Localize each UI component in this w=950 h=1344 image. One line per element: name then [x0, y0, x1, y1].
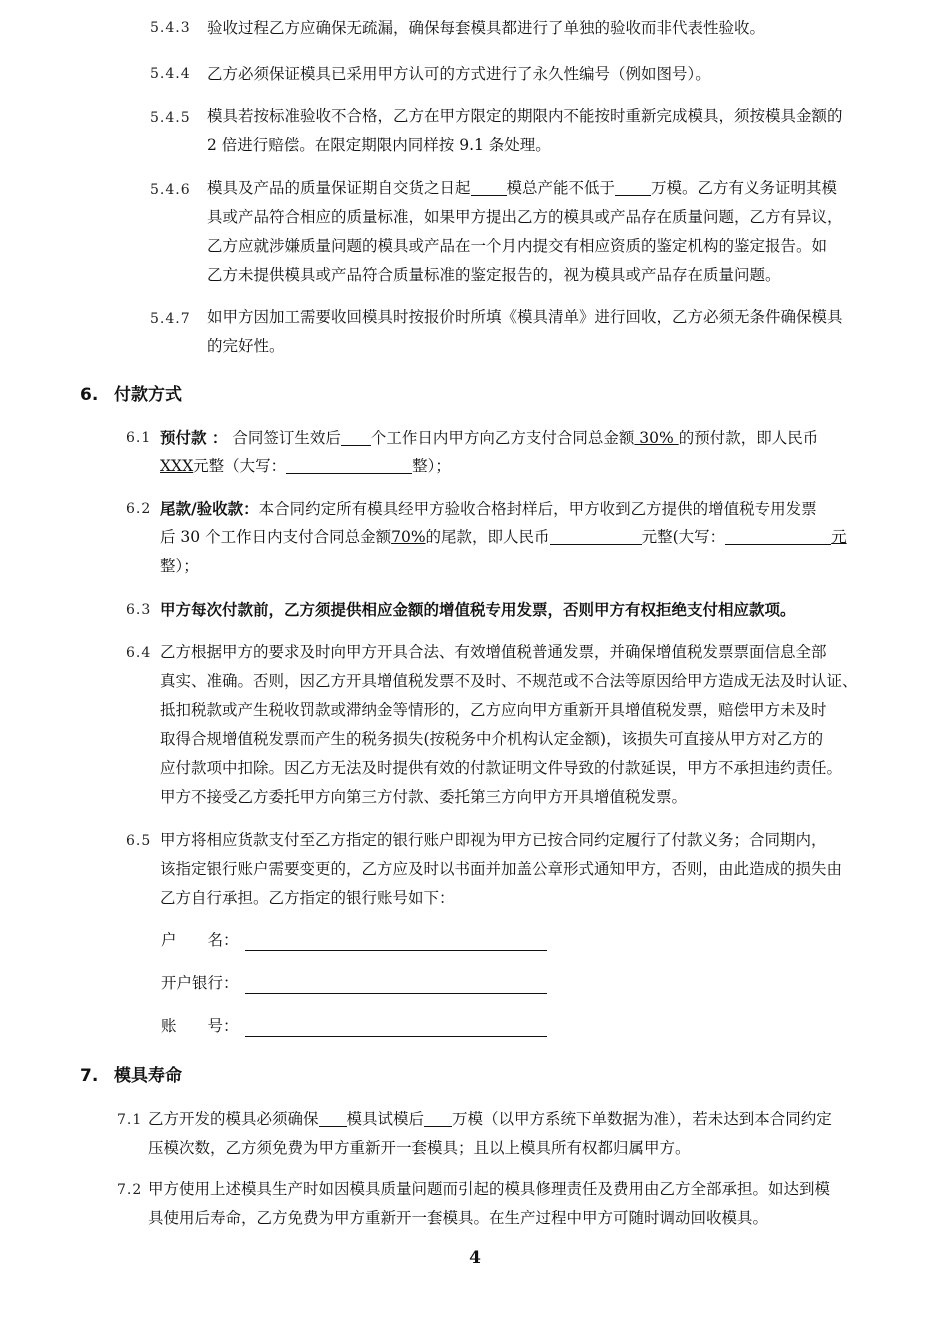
clause-text-part: 的预付款，即人民币: [678, 429, 819, 447]
clause-text-part: 本合同约定所有模具经甲方验收合格封样后，甲方收到乙方提供的增值税专用发票: [258, 500, 817, 518]
clause-text-part: 模具及产品的质量保证期自交货之日起: [207, 179, 471, 197]
fill-blank: [725, 526, 831, 545]
fill-blank: [341, 427, 371, 446]
clause-number: 7.1: [117, 1112, 143, 1128]
clause-text-bold: 甲方每次付款前，乙方须提供相应金额的增值税专用发票，否则甲方有权拒绝支付相应款项。: [160, 600, 796, 619]
clause-text-part: 元整(大写：: [641, 528, 726, 546]
section-number: 6.: [80, 385, 99, 405]
percentage: 30%: [634, 429, 679, 447]
clause-text-part: 元整（大写：: [193, 457, 287, 475]
clause-text: 整）；: [160, 557, 199, 575]
clause-text: 取得合规增值税发票而产生的税务损失(按税务中介机构认定金额)，该损失可直接从甲方对乙方的: [160, 730, 824, 748]
clause-text: 甲方将相应货款支付至乙方指定的银行账户即视为甲方已按合同约定履行了付款义务；合同期内，: [160, 831, 827, 849]
fill-blank: [286, 455, 412, 474]
fill-blank: [319, 1108, 347, 1127]
clause-text: 乙方自行承担。乙方指定的银行账号如下：: [160, 889, 455, 907]
clause-text-part: 个工作日内甲方向乙方支付合同总金额: [370, 429, 635, 447]
amount-value: XXX: [160, 457, 194, 475]
clause-text: 应付款项中扣除。因乙方无法及时提供有效的付款证明文件导致的付款延误，甲方不承担违约责任。: [160, 759, 843, 777]
clause-number: 6.2: [126, 501, 152, 517]
section-title: 模具寿命: [114, 1066, 182, 1086]
fill-blank: [424, 1108, 452, 1127]
clause-number: 7.2: [117, 1182, 143, 1198]
clause-number: 5.4.4: [150, 66, 191, 82]
clause-text-part: 万模。乙方有义务证明其模: [651, 179, 838, 197]
field-label: 账 号：: [161, 1017, 239, 1035]
clause-text: 验收过程乙方应确保无疏漏，确保每套模具都进行了单独的验收而非代表性验收。: [207, 19, 766, 37]
clause-text-part: 模具试模后: [346, 1110, 425, 1128]
field-label: 户 名：: [161, 931, 239, 949]
fill-blank: [471, 177, 507, 196]
clause-text: 压模次数，乙方须免费为甲方重新开一套模具；且以上模具所有权都归属甲方。: [148, 1139, 691, 1157]
clause-text-part: 元: [831, 528, 847, 546]
bank-name-field: [161, 971, 245, 995]
clause-text: 2 倍进行赔偿。在限定期限内同样按 9.1 条处理。: [207, 136, 551, 154]
clause-number: 5.4.5: [150, 110, 191, 126]
account-number-field: [161, 1014, 245, 1038]
fill-line: [245, 950, 547, 951]
clause-number: 6.3: [126, 602, 152, 618]
clause-text-part: 模总产能不低于: [506, 179, 616, 197]
clause-number: 6.1: [126, 430, 152, 446]
fill-line: [245, 1036, 547, 1037]
section-title: 付款方式: [114, 385, 182, 405]
clause-text-part: 整）；: [412, 457, 451, 475]
clause-text: 乙方根据甲方的要求及时向甲方开具合法、有效增值税普通发票，并确保增值税发票票面信息全部: [160, 643, 827, 661]
clause-text: [160, 523, 847, 552]
clause-text: [160, 494, 817, 524]
account-name-field: [161, 928, 245, 952]
clause-text-part: 合同签订生效后: [232, 429, 341, 447]
clause-text-part: 后 30 个工作日内支付合同总金额: [160, 528, 392, 546]
clause-text: 乙方必须保证模具已采用甲方认可的方式进行了永久性编号（例如图号）。: [207, 65, 711, 83]
section-heading: [80, 380, 182, 405]
clause-text: 模具若按标准验收不合格，乙方在甲方限定的期限内不能按时重新完成模具，须按模具金额的: [207, 107, 843, 125]
fill-blank: [615, 177, 651, 196]
clause-text: [148, 1105, 832, 1134]
clause-number: 5.4.3: [150, 20, 191, 36]
fill-line: [245, 993, 547, 994]
clause-number: 6.5: [126, 833, 152, 849]
percentage: 70%: [391, 528, 426, 546]
page-number: 4: [469, 1248, 481, 1268]
clause-text: [160, 423, 818, 453]
clause-text: 的完好性。: [207, 337, 285, 355]
clause-text: 甲方使用上述模具生产时如因模具质量问题而引起的模具修理责任及费用由乙方全部承担。如达到模: [148, 1180, 831, 1198]
field-label: 开户银行：: [161, 974, 239, 992]
clause-text-part: 的尾款，即人民币: [425, 528, 550, 546]
clause-text: 甲方不接受乙方委托甲方向第三方付款、委托第三方向甲方开具增值税发票。: [160, 788, 688, 806]
clause-text: 乙方未提供模具或产品符合质量标准的鉴定报告的，视为模具或产品存在质量问题。: [207, 266, 781, 284]
clause-text: 具使用后寿命，乙方免费为甲方重新开一套模具。在生产过程中甲方可随时调动回收模具。: [148, 1209, 769, 1227]
clause-number: 5.4.7: [150, 311, 191, 327]
clause-text: [207, 174, 837, 203]
clause-text: 如甲方因加工需要收回模具时按报价时所填《模具清单》进行回收，乙方必须无条件确保模具: [207, 308, 843, 326]
clause-text: 该指定银行账户需要变更的，乙方应及时以书面并加盖公章形式通知甲方，否则，由此造成的损失由: [160, 860, 843, 878]
section-number: 7.: [80, 1066, 99, 1086]
clause-number: 6.4: [126, 645, 152, 661]
clause-text: 真实、准确。否则，因乙方开具增值税发票不及时、不规范或不合法等原因给甲方造成无法及时认证、: [160, 672, 858, 690]
clause-text: 具或产品符合相应的质量标准，如果甲方提出乙方的模具或产品存在质量问题，乙方有异议，: [207, 208, 843, 226]
clause-text-part: 乙方开发的模具必须确保: [148, 1110, 319, 1128]
clause-text: [160, 452, 451, 481]
clause-text: 乙方应就涉嫌质量问题的模具或产品在一个月内提交有相应资质的鉴定机构的鉴定报告。如: [207, 237, 828, 255]
clause-bold-label: 预付款 ：: [160, 428, 228, 447]
clause-bold-label: 尾款/验收款：: [160, 499, 259, 518]
fill-blank: [550, 526, 642, 545]
clause-text-part: 万模（以甲方系统下单数据为准），若未达到本合同约定: [452, 1110, 832, 1128]
clause-text: 抵扣税款或产生税收罚款或滞纳金等情形的，乙方应向甲方重新开具增值税发票，赔偿甲方未及时: [160, 701, 827, 719]
clause-number: 5.4.6: [150, 182, 191, 198]
section-heading: [80, 1061, 182, 1086]
